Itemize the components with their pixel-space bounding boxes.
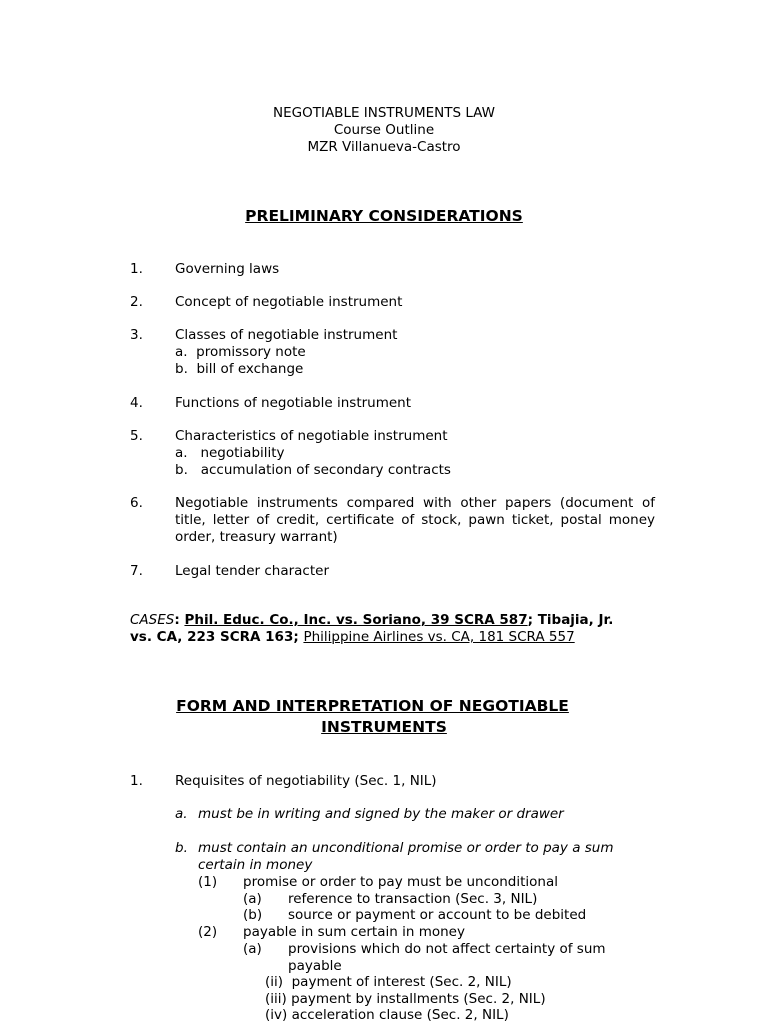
case-citation: Philippine Airlines vs. CA, 181 SCRA 557 bbox=[303, 629, 575, 645]
list-item-text: Characteristics of negotiable instrument bbox=[175, 428, 448, 444]
requisite-text-cont: certain in money bbox=[198, 857, 313, 873]
document-title: NEGOTIABLE INSTRUMENTS LAW bbox=[273, 105, 495, 121]
sublist-number: (b) bbox=[243, 907, 263, 923]
cases-label: CASES bbox=[130, 612, 175, 628]
list-item-number: 2. bbox=[130, 294, 143, 310]
sublist-text-cont: payable bbox=[288, 958, 342, 974]
list-item-number: 7. bbox=[130, 563, 143, 579]
list-item-number: 6. bbox=[130, 495, 143, 511]
document-subtitle: Course Outline bbox=[333, 122, 435, 138]
section-heading-preliminary: PRELIMINARY CONSIDERATIONS bbox=[245, 207, 523, 225]
list-item-text: Governing laws bbox=[175, 261, 280, 277]
sublist-text: reference to transaction (Sec. 3, NIL) bbox=[288, 891, 538, 907]
requisite-label: a. bbox=[175, 806, 188, 822]
sublist-text: promise or order to pay must be unconditional bbox=[243, 874, 559, 890]
cases-line-1: CASES: Phil. Educ. Co., Inc. vs. Soriano, 39 SCRA 587; Tibajia, Jr. bbox=[130, 612, 614, 628]
list-item-number: 1. bbox=[130, 261, 143, 277]
list-item-text: Legal tender character bbox=[175, 563, 329, 579]
list-subitem: a. promissory note bbox=[175, 344, 306, 360]
section-heading-form: FORM AND INTERPRETATION OF NEGOTIABLE bbox=[176, 697, 569, 715]
list-item-text: Negotiable instruments compared with other papers (document of title, letter of credit, certificate of stock, pawn ticket, postal money order, treasury warrant) bbox=[175, 495, 655, 545]
case-citation: Phil. Educ. Co., Inc. vs. Soriano, 39 SCRA 587 bbox=[184, 612, 528, 628]
list-item-text: Requisites of negotiability (Sec. 1, NIL) bbox=[175, 773, 437, 789]
list-item-number: 1. bbox=[130, 773, 143, 789]
requisite-text: must be in writing and signed by the maker or drawer bbox=[198, 806, 564, 822]
roman-item: (ii) payment of interest (Sec. 2, NIL) bbox=[265, 974, 512, 990]
list-subitem: a. negotiability bbox=[175, 445, 285, 461]
sublist-number: (a) bbox=[243, 941, 262, 957]
list-subitem: b. bill of exchange bbox=[175, 361, 304, 377]
list-item-number: 5. bbox=[130, 428, 143, 444]
roman-item: (iv) acceleration clause (Sec. 2, NIL) bbox=[265, 1007, 509, 1023]
case-citation: ; Tibajia, Jr. bbox=[527, 612, 614, 628]
cases-line-2 bbox=[130, 629, 575, 646]
document-author: MZR Villanueva-Castro bbox=[307, 139, 461, 155]
sublist-text: provisions which do not affect certainty of sum bbox=[288, 941, 606, 957]
roman-item: (iii) payment by installments (Sec. 2, NIL) bbox=[265, 991, 546, 1007]
requisite-text: must contain an unconditional promise or order to pay a sum bbox=[198, 840, 614, 856]
list-item-text: Classes of negotiable instrument bbox=[175, 327, 398, 343]
sublist-number: (2) bbox=[198, 924, 218, 940]
requisite-label: b. bbox=[175, 840, 188, 856]
list-item-text: Concept of negotiable instrument bbox=[175, 294, 403, 310]
list-item-number: 3. bbox=[130, 327, 143, 343]
sublist-text: source or payment or account to be debited bbox=[288, 907, 587, 923]
sublist-number: (1) bbox=[198, 874, 218, 890]
section-heading-form-line2: INSTRUMENTS bbox=[321, 718, 447, 736]
sublist-text: payable in sum certain in money bbox=[243, 924, 465, 940]
case-citation: vs. CA, 223 SCRA 163; bbox=[130, 629, 304, 645]
list-item-text: Functions of negotiable instrument bbox=[175, 395, 412, 411]
list-item-number: 4. bbox=[130, 395, 143, 411]
sublist-number: (a) bbox=[243, 891, 262, 907]
list-subitem: b. accumulation of secondary contracts bbox=[175, 462, 451, 478]
